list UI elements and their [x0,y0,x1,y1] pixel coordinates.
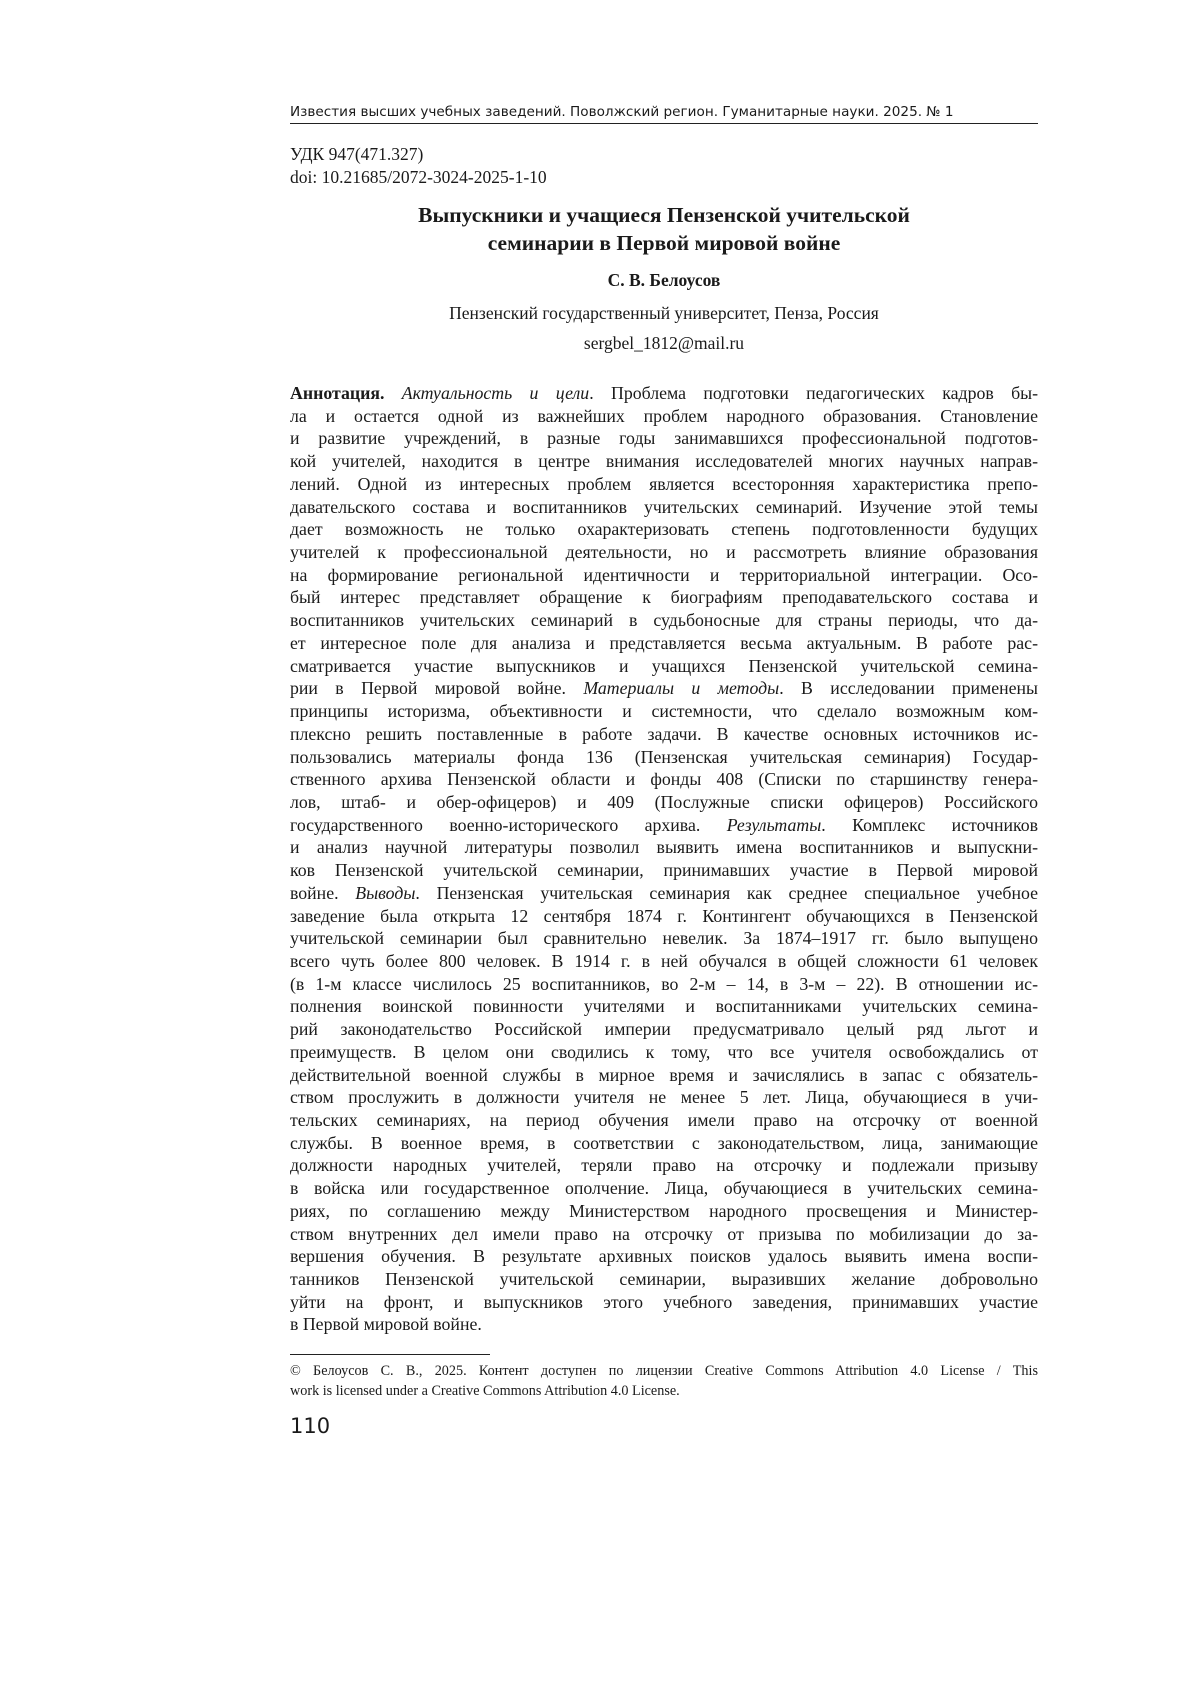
abstract-line [290,655,1038,678]
abstract-line-text [290,1132,1038,1155]
abstract-line-text [290,405,1038,428]
abstract-text: сматривается участие выпускников и учащихся Пензенской учительской семина- [290,655,1038,676]
abstract-line [290,1086,1038,1109]
abstract-text: . Пензенская учительская семинария как среднее специальное учебное [415,882,1038,903]
abstract-text: лов, штаб- и обер-офицеров) и 409 (Послужные списки офицеров) Российского [290,791,1038,812]
abstract-line-text [290,723,1038,746]
abstract-line [290,791,1038,814]
author-affiliation: Пензенский государственный университет, Пенза, Россия [449,303,879,323]
abstract-text: ла и остается одной из важнейших проблем народного образования. Становление [290,405,1038,426]
abstract-text: и анализ научной литературы позволил выявить имена воспитанников и выпускни- [290,837,1038,858]
abstract-text: бый интерес представляет обращение к биографиям преподавательского состава и [290,587,1038,608]
abstract-text: принципы историзма, объективности и системности, что сделало возможным ком- [290,701,1038,722]
abstract-line [290,1291,1038,1314]
abstract-line-text [290,1313,1038,1336]
abstract-line [290,995,1038,1018]
abstract-text: . В исследовании применены [779,678,1038,699]
abstract-line-text [290,450,1038,473]
journal-running-header: Известия высших учебных заведений. Поволжский регион. Гуманитарные науки. 2025. № 1 [290,104,1038,124]
license-footnote-line-1: © Белоусов С. В., 2025. Контент доступен по лицензии Creative Commons Attribution 4.0 License / This [290,1363,1038,1379]
abstract-line [290,927,1038,950]
abstract-line [290,973,1038,996]
abstract-line [290,586,1038,609]
abstract-text: (в 1-м классе числилось 25 воспитанников, во 2-м – 14, в 3-м – 22). В отношении ис- [290,973,1038,994]
abstract-line [290,427,1038,450]
abstract-line-text [290,382,1038,405]
abstract-line-text [290,632,1038,655]
abstract-line [290,836,1038,859]
abstract-line [290,700,1038,723]
abstract-text: риях, по соглашению между Министерством народного просвещения и Министер- [290,1200,1038,1221]
page-number: 110 [290,1414,331,1438]
abstract-line-text [290,1268,1038,1291]
abstract-line [290,1313,1038,1336]
abstract-line-text [290,950,1038,973]
abstract-line [290,496,1038,519]
abstract-line [290,905,1038,928]
article-title-line-1: Выпускники и учащиеся Пензенской учительской [418,203,910,227]
abstract-text: в войска или государственное ополчение. Лица, обучающиеся в учительских семина- [290,1178,1038,1199]
abstract-line-text [290,1291,1038,1314]
abstract-text: ственного архива Пензенской области и фонды 408 (Списки по старшинству генера- [290,769,1038,790]
abstract-line [290,564,1038,587]
abstract-line-text [290,677,1038,700]
abstract-text: ков Пензенской учительской семинарии, принимавших участие в Первой мировой [290,860,1038,881]
abstract-section-heading: Результаты [726,814,822,835]
abstract-text: лений. Одной из интересных проблем является всесторонняя характеристика препо- [290,473,1038,494]
abstract-line-text [290,564,1038,587]
abstract-text: танников Пензенской учительской семинарии, выразивших желание добровольно [290,1269,1038,1290]
abstract-line-text [290,814,1038,837]
abstract-line-text [290,836,1038,859]
abstract-line [290,1041,1038,1064]
abstract-section-heading: Выводы [355,882,416,903]
abstract-text: пользовались материалы фонда 136 (Пензенская учительская семинария) Государ- [290,746,1038,767]
abstract-line [290,1200,1038,1223]
abstract-text: ет интересное поле для анализа и представляется весьма актуальным. В работе рас- [290,632,1038,653]
abstract-line-text [290,746,1038,769]
abstract-line [290,1245,1038,1268]
abstract-line-text [290,973,1038,996]
abstract-line [290,882,1038,905]
abstract-line [290,609,1038,632]
footnote-divider [290,1354,490,1355]
abstract-line [290,518,1038,541]
abstract-text: ством прослужить в должности учителя не менее 5 лет. Лица, обучающиеся в учи- [290,1087,1038,1108]
abstract-line-text [290,586,1038,609]
abstract-text: . Проблема подготовки педагогических кадров бы- [589,383,1038,403]
abstract-line-text [290,473,1038,496]
abstract-line [290,859,1038,882]
abstract-line-text [290,541,1038,564]
abstract-line [290,1109,1038,1132]
abstract-text: всего чуть более 800 человек. В 1914 г. в ней обучался в общей сложности 61 человек [290,950,1038,971]
abstract-line-text [290,496,1038,519]
abstract-text: заведение была открыта 12 сентября 1874 г. Контингент обучающихся в Пензенской [290,905,1038,926]
abstract-line-text [290,905,1038,928]
abstract-line [290,450,1038,473]
abstract-text: действительной военной службы в мирное время и зачислялись в запас с обязатель- [290,1064,1038,1085]
abstract-line-text [290,995,1038,1018]
abstract-line [290,677,1038,700]
abstract-text: . Комплекс источников [821,814,1038,835]
abstract-text: вершения обучения. В результате архивных поисков удалось выявить имена воспи- [290,1246,1038,1267]
abstract-line [290,405,1038,428]
abstract-line [290,1223,1038,1246]
author-email: sergbel_1812@mail.ru [583,333,745,353]
abstract-text: на формирование региональной идентичности и территориальной интеграции. Осо- [290,564,1038,585]
abstract-text: кой учителей, находится в центре внимания исследователей многих научных направ- [290,451,1038,472]
abstract-line-text [290,1064,1038,1087]
abstract-line-text [290,1177,1038,1200]
abstract-line-text [290,768,1038,791]
abstract-line-text [290,1109,1038,1132]
abstract-line-text [290,1154,1038,1177]
abstract-line-text [290,609,1038,632]
abstract-text: и развитие учреждений, в разные годы занимавшихся профессиональной подготов- [290,428,1038,449]
abstract-text: полнения воинской повинности учителями и воспитанниками учительских семина- [290,996,1038,1017]
doi-identifier: doi: 10.21685/2072-3024-2025-1-10 [290,167,547,187]
abstract-text: рий законодательство Российской империи предусматривало целый ряд льгот и [290,1019,1038,1040]
article-title-line-2: семинарии в Первой мировой войне [487,231,841,255]
abstract-line-text [290,700,1038,723]
abstract-text: дает возможность не только охарактеризовать степень подготовленности будущих [290,519,1038,540]
abstract-line [290,1268,1038,1291]
abstract-text: тельских семинариях, на период обучения имели право на отсрочку от военной [290,1110,1038,1130]
abstract-section-heading: Актуальность и цели [401,383,590,403]
abstract-line [290,768,1038,791]
license-footnote [290,1362,1038,1401]
abstract-line [290,1018,1038,1041]
abstract-text: давательского состава и воспитанников учительских семинарий. Изучение этой темы [290,496,1038,517]
abstract-text: службы. В военное время, в соответствии с законодательством, лица, занимающие [290,1132,1038,1153]
abstract-line-text [290,1200,1038,1223]
abstract-line-text [290,859,1038,882]
abstract-line [290,950,1038,973]
abstract-line [290,541,1038,564]
abstract-text: должности народных учителей, теряли право на отсрочку и подлежали призыву [290,1155,1038,1176]
abstract-line [290,814,1038,837]
license-footnote-line-2: work is licensed under a Creative Commons Attribution 4.0 License. [290,1382,680,1399]
abstract-text: ством внутренних дел имели право на отсрочку от призыва по мобилизации до за- [290,1223,1038,1244]
abstract-text: войне. [290,882,356,903]
udk-code: УДК 947(471.327) [290,144,424,164]
abstract-text: учителей к профессиональной деятельности, но и рассмотреть влияние образования [290,542,1038,563]
abstract-text: воспитанников учительских семинарий в судьбоносные для страны периоды, что да- [290,610,1038,631]
abstract-text: в Первой мировой войне. [290,1314,482,1335]
abstract-line [290,632,1038,655]
abstract-line [290,382,1038,405]
abstract-line [290,473,1038,496]
abstract-label: Аннотация. [290,383,402,403]
abstract-text: учительской семинарии был сравнительно невелик. За 1874–1917 гг. было выпущено [290,928,1038,949]
abstract-line-text [290,791,1038,814]
abstract-text: уйти на фронт, и выпускников этого учебного заведения, принимавших участие [290,1291,1038,1312]
author-name: С. В. Белоусов [607,270,721,290]
abstract-line-text [290,1245,1038,1268]
abstract-line-text [290,518,1038,541]
article-title [290,201,1038,257]
abstract-line-text [290,1223,1038,1246]
abstract-line-text [290,1086,1038,1109]
abstract-line-text [290,1041,1038,1064]
abstract-line-text [290,1018,1038,1041]
abstract-line [290,723,1038,746]
abstract-line [290,1177,1038,1200]
abstract-text: государственного военно-исторического архива. [290,814,727,835]
abstract-line-text [290,927,1038,950]
abstract-section-heading: Материалы и методы [583,678,780,699]
abstract-text: плексно решить поставленные в работе задачи. В качестве основных источников ис- [290,723,1038,744]
abstract-paragraph [290,382,1038,1336]
abstract-line-text [290,427,1038,450]
abstract-line-text [290,655,1038,678]
abstract-line [290,746,1038,769]
abstract-line [290,1132,1038,1155]
abstract-text: преимуществ. В целом они сводились к тому, что все учителя освобождались от [290,1041,1038,1062]
abstract-line [290,1154,1038,1177]
abstract-line [290,1064,1038,1087]
abstract-line-text [290,882,1038,905]
abstract-text: рии в Первой мировой войне. [290,678,584,699]
